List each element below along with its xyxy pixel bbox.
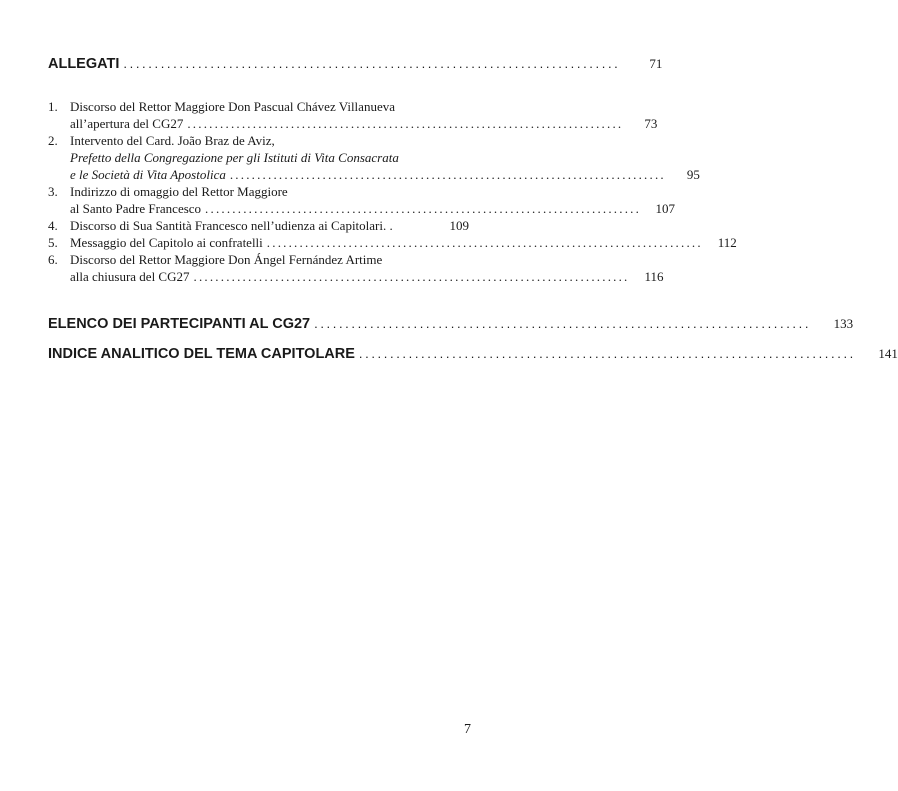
dot-leader: ................................................................................: [187, 116, 624, 131]
toc-heading-title: ALLEGATI: [48, 56, 120, 72]
toc-entry-number: 3.: [48, 184, 58, 199]
toc-entry-6: [48, 251, 664, 285]
toc-entry-text: Discorso di Sua Santità Francesco nell’udienza ai Capitolari. .: [70, 218, 393, 233]
toc-entry-number: 5.: [48, 235, 58, 250]
toc-entry-text: Intervento del Card. João Braz de Aviz,: [70, 133, 275, 148]
dot-leader: ................................................................................: [229, 167, 666, 182]
toc-heading-elenco: [48, 316, 854, 332]
toc-heading-page: 71: [649, 56, 663, 71]
toc-entry-page: 73: [644, 116, 658, 131]
toc-heading-page: 133: [833, 316, 854, 331]
toc-entry-3: [48, 183, 676, 217]
toc-heading-page: 141: [878, 346, 898, 361]
toc-entry-1: [48, 98, 658, 132]
toc-heading-title: ELENCO DEI PARTECIPANTI AL CG27: [48, 316, 311, 332]
toc-entry-text: Discorso del Rettor Maggiore Don Pascual Chávez Villanueva: [70, 99, 395, 114]
toc-entry-4: [48, 217, 469, 234]
toc-heading-allegati: [48, 56, 663, 72]
toc-entry-page: 107: [655, 201, 676, 216]
toc-entry-number: 1.: [48, 99, 58, 114]
toc-entry-page: 95: [686, 167, 700, 182]
toc-entry-text: all’apertura del CG27: [70, 116, 184, 131]
toc-entry-2: [48, 132, 700, 183]
dot-leader: ................................................................................: [314, 316, 812, 331]
toc-entry-5: [48, 234, 737, 251]
toc-entry-page: 116: [644, 269, 664, 284]
toc-entry-text: Discorso del Rettor Maggiore Don Ángel Fernández Artime: [70, 252, 383, 267]
toc-entry-text: Prefetto della Congregazione per gli Istituti di Vita Consacrata: [70, 150, 399, 165]
toc-entry-text: Indirizzo di omaggio del Rettor Maggiore: [70, 184, 288, 199]
dot-leader: ................................................................................: [266, 235, 703, 250]
dot-leader: ................................................................................: [358, 346, 856, 361]
dot-leader: ................................................................................: [205, 201, 642, 216]
toc-entry-text: al Santo Padre Francesco: [70, 201, 202, 216]
toc-entry-page: 109: [449, 218, 469, 233]
page-number: 7: [464, 722, 471, 737]
dot-leader: ................................................................................: [123, 56, 621, 71]
toc-entry-number: 2.: [48, 133, 58, 148]
toc-entry-text: alla chiusura del CG27: [70, 269, 190, 284]
toc-heading-title: INDICE ANALITICO DEL TEMA CAPITOLARE: [48, 346, 355, 362]
toc-entry-text: e le Società di Vita Apostolica: [70, 167, 226, 182]
dot-leader: ................................................................................: [193, 269, 630, 284]
toc-heading-indice: [48, 346, 898, 362]
toc-entry-number: 4.: [48, 218, 58, 233]
toc-entry-number: 6.: [48, 252, 58, 267]
toc-entry-text: Messaggio del Capitolo ai confratelli: [70, 235, 263, 250]
toc-entry-page: 112: [717, 235, 737, 250]
